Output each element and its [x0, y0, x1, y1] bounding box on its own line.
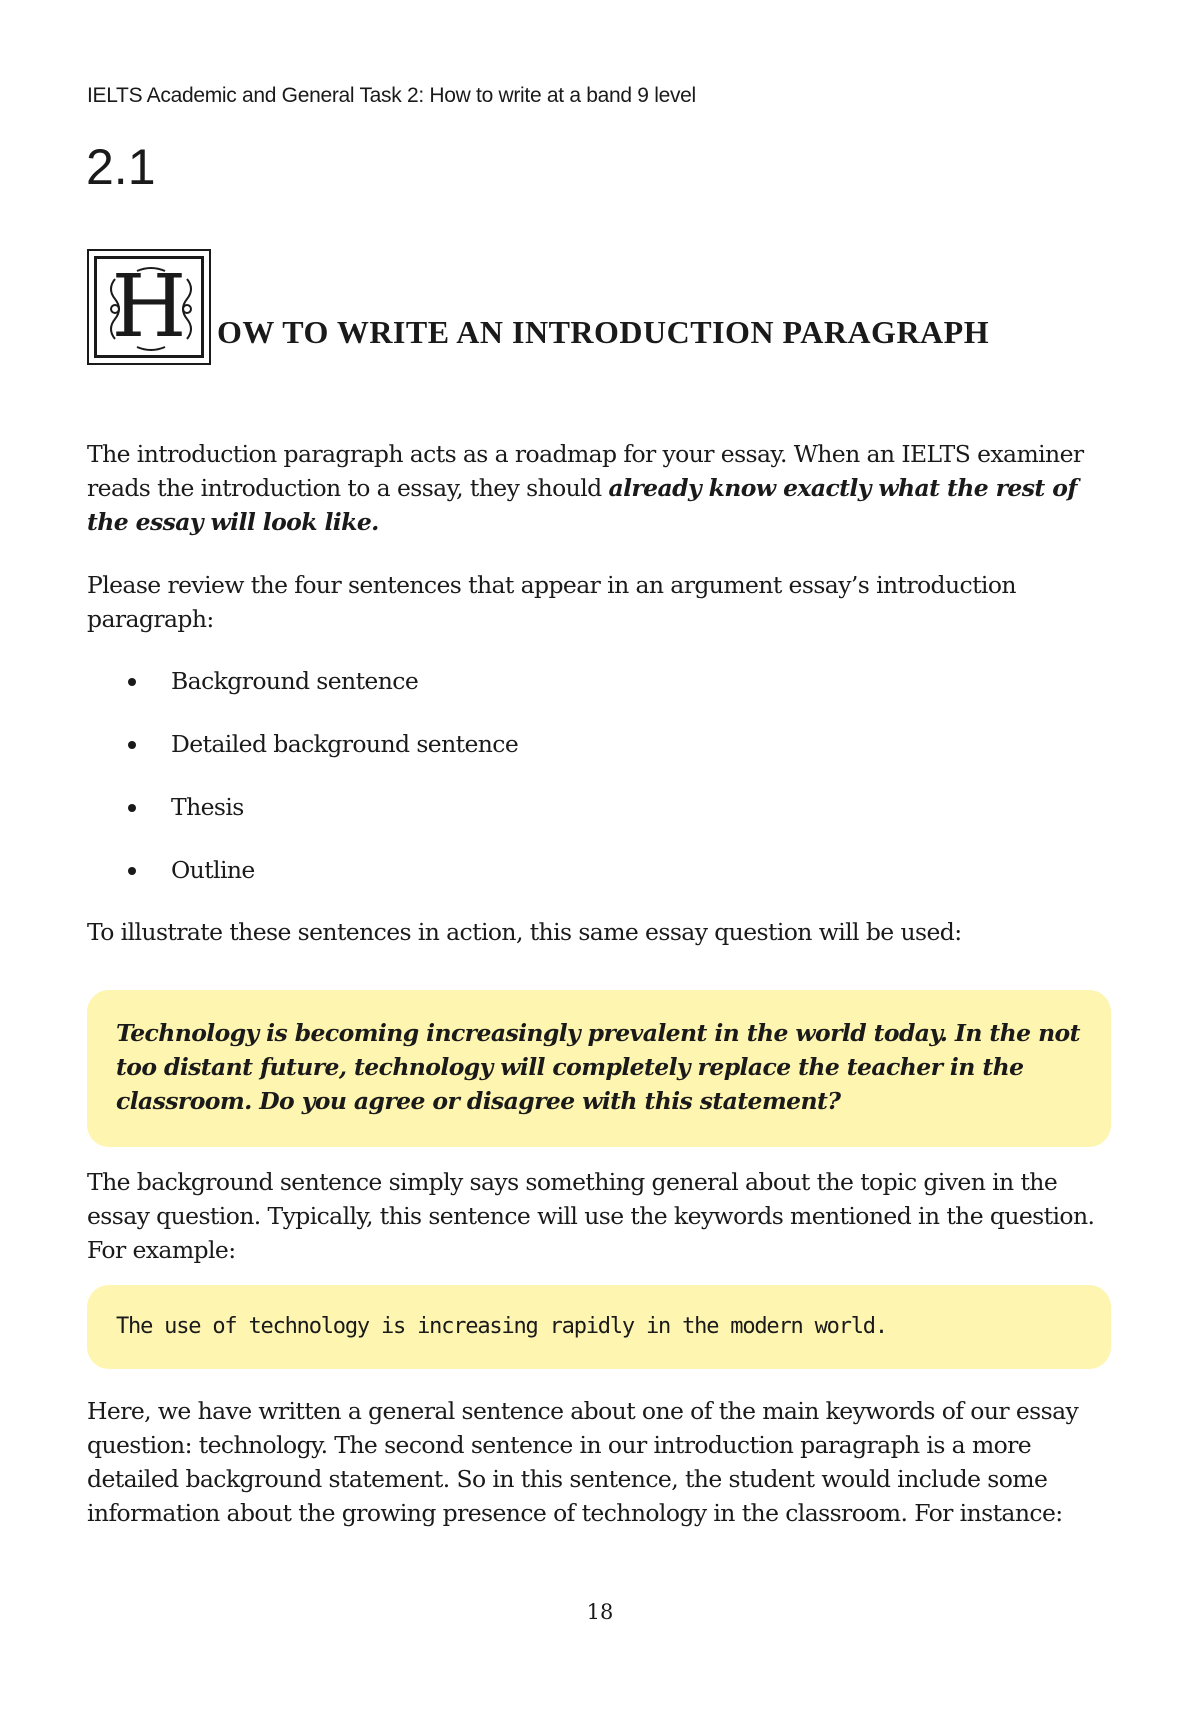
intro-text: The introduction paragraph acts as a roadmap for your essay. When an IELTS examiner reads the introduction to a essay, they should: [87, 440, 1084, 502]
section-number: 2.1: [86, 139, 156, 195]
background-paragraph: The background sentence simply says something general about the topic given in the essay question. Typically, this sentence will use the keywords mentioned in the question. For example:: [87, 1168, 1095, 1264]
list-item: Background sentence: [87, 664, 518, 727]
list-item: Thesis: [87, 790, 518, 853]
intro-emphasis: already know exactly what the rest of the essay will look like.: [87, 474, 1077, 536]
list-item: Outline: [87, 853, 518, 916]
bullet-icon: [128, 867, 136, 875]
illustrate-paragraph: To illustrate these sentences in action, this same essay question will be used:: [87, 918, 962, 946]
essay-question-callout: [87, 990, 1111, 1147]
decorative-drop-cap: [87, 249, 211, 365]
review-paragraph: Please review the four sentences that appear in an argument essay’s introduction paragraph:: [87, 571, 1016, 633]
example-sentence-text: The use of technology is increasing rapidly in the modern world.: [116, 1314, 887, 1339]
example-sentence-callout: [87, 1285, 1111, 1369]
bullet-icon: [128, 678, 136, 686]
page-number: 18: [586, 1600, 614, 1624]
chapter-title: OW TO WRITE AN INTRODUCTION PARAGRAPH: [217, 314, 990, 350]
detailed-background-paragraph: Here, we have written a general sentence about one of the main keywords of our essay question: technology. The second sentence in our introduction paragraph is a more detailed background statement. So in this sentence, the student would include some information about the growing presence of technology in the classroom. For instance:: [87, 1397, 1079, 1527]
essay-question-text: Technology is becoming increasingly prevalent in the world today. In the not too distant future, technology will completely replace the teacher in the classroom. Do you agree or disagree with this statement?: [116, 1019, 1080, 1115]
sentence-type-list: [87, 664, 518, 916]
intro-paragraph: [87, 437, 1122, 539]
running-header: IELTS Academic and General Task 2: How to write at a band 9 level: [87, 84, 696, 107]
chapter-heading: [87, 249, 989, 365]
drop-cap-letter: H: [111, 257, 187, 357]
bullet-icon: [128, 741, 136, 749]
list-item: Detailed background sentence: [87, 727, 518, 790]
bullet-icon: [128, 804, 136, 812]
